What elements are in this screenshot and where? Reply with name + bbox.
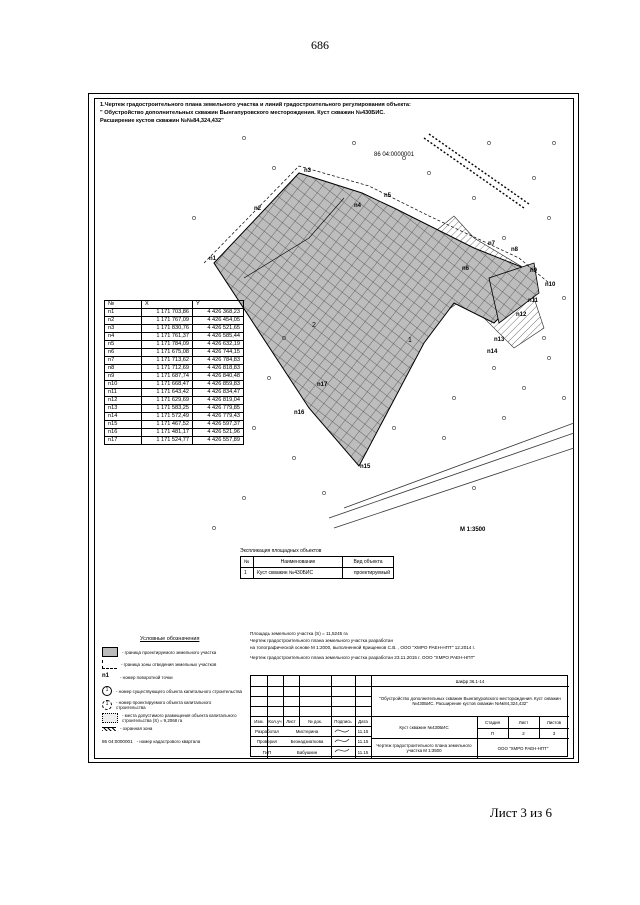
- table-cell: n6: [105, 349, 142, 357]
- point-label: n13: [494, 337, 505, 343]
- legend-text: - граница проектируемого земельного участка: [122, 649, 217, 655]
- table-cell: 1 171 712,69: [142, 365, 193, 373]
- stamp-person: Мистерина: [295, 728, 319, 734]
- table-cell: n15: [105, 421, 142, 429]
- point-label: n4: [354, 203, 362, 209]
- table-row: [105, 349, 244, 357]
- stamp-object-name: Куст скважин №430БИС: [399, 724, 449, 730]
- stamp-role: ГИП: [262, 749, 272, 755]
- signature-mark: [333, 726, 353, 756]
- legend-item: [102, 647, 242, 657]
- table-cell: 1 171 668,47: [142, 381, 193, 389]
- table-row: [105, 317, 244, 325]
- point-label: n17: [317, 382, 328, 388]
- table-cell: 1 171 481,17: [142, 429, 193, 437]
- column-header: №: [105, 301, 142, 309]
- column-header: Наименование: [254, 557, 343, 568]
- stamp-header: Дата: [358, 718, 368, 724]
- table-row: [105, 341, 244, 349]
- table-cell: 4 426 779,85: [193, 405, 244, 413]
- column-header: №: [241, 557, 254, 568]
- table-cell: 1: [241, 568, 254, 579]
- table-cell: 4 426 744,15: [193, 349, 244, 357]
- dashed-line-icon: [102, 660, 117, 669]
- explication-title: Экспликация площадных объектов: [240, 548, 322, 554]
- legend-text: - номер поворотной точки: [120, 674, 173, 680]
- page-number: 686: [311, 38, 329, 52]
- table-header-row: [105, 301, 244, 309]
- table-cell: проектируемый: [343, 568, 394, 579]
- table-cell: 1 171 643,42: [142, 389, 193, 397]
- hatch-line-icon: [102, 727, 116, 731]
- table-row: [105, 389, 244, 397]
- table-cell: n12: [105, 397, 142, 405]
- legend-item: [102, 713, 242, 723]
- point-label: n16: [294, 410, 305, 416]
- note-line: Площадь земельного участка (S) = 11,5245 га: [250, 631, 348, 636]
- stamp-stage-value: П: [490, 730, 495, 736]
- table-cell: 1 171 572,49: [142, 413, 193, 421]
- quarter-sample: 86 04:0000001: [102, 739, 133, 744]
- stamp-header: № док.: [307, 718, 323, 724]
- table-row: [105, 397, 244, 405]
- legend-item: [102, 700, 242, 710]
- table-cell: 1 171 830,76: [142, 325, 193, 333]
- stamp-role: Проверил: [256, 738, 278, 744]
- stamp-stage-value: 2: [522, 730, 525, 736]
- table-cell: 1 171 467,52: [142, 421, 193, 429]
- point-label: n3: [304, 168, 312, 174]
- table-header-row: [241, 557, 394, 568]
- point-label: n11: [528, 298, 539, 304]
- table-cell: 4 426 454,05: [193, 317, 244, 325]
- note-line: на топографической основе М 1:2000, выполненной Крищенков С.В. , ООО "ХМРО РАЕН-НПТ" 12.2014 г.: [250, 645, 476, 651]
- stamp-project-title: "Обустройство дополнительных скважин Вынгапуровского месторождения. Куст скважин №430БИС. Расширение кустов скважин №№84,324,432": [379, 696, 561, 706]
- coordinates-table-body: [105, 309, 244, 445]
- sheet-counter: Лист 3 из 6: [489, 805, 552, 820]
- column-header: Вид объекта: [343, 557, 394, 568]
- table-cell: 4 426 819,04: [193, 397, 244, 405]
- stamp-date: 11.15: [357, 738, 369, 744]
- point-label: n5: [384, 193, 392, 199]
- table-row: [105, 381, 244, 389]
- stamp-drawing-title: Чертеж градостроительного плана земельного участка М 1:3500: [376, 743, 472, 753]
- table-cell: 1 171 703,86: [142, 309, 193, 317]
- table-cell: n1: [105, 309, 142, 317]
- table-row: [105, 325, 244, 333]
- table-row: [105, 365, 244, 373]
- stamp-stage-header: Листов: [546, 719, 562, 725]
- table-cell: 4 426 521,96: [193, 429, 244, 437]
- table-cell: Куст скважин №430БИС: [254, 568, 343, 579]
- point-label: n8: [511, 247, 519, 253]
- table-cell: 4 426 597,37: [193, 421, 244, 429]
- table-row: [105, 373, 244, 381]
- legend-item: [102, 739, 242, 744]
- table-cell: 4 426 834,47: [193, 389, 244, 397]
- table-cell: 4 426 859,83: [193, 381, 244, 389]
- grid-swatch-icon: [102, 647, 118, 657]
- table-row: [105, 405, 244, 413]
- point-label: n7: [488, 241, 496, 247]
- table-row: [105, 357, 244, 365]
- table-cell: 4 426 585,44: [193, 333, 244, 341]
- table-cell: 1 171 761,37: [142, 333, 193, 341]
- table-cell: n3: [105, 325, 142, 333]
- stamp-code: Шифр 36.1-14: [455, 678, 485, 684]
- legend-title: Условные обозначения: [140, 636, 200, 642]
- table-cell: 1 171 583,25: [142, 405, 193, 413]
- stamp-person: Бабушкин: [296, 749, 318, 755]
- point-label: n1: [209, 256, 217, 262]
- parcel-boundary: [214, 173, 534, 466]
- legend-text: - охранная зона: [120, 726, 153, 731]
- table-row: [105, 309, 244, 317]
- table-row: [241, 568, 394, 579]
- table-cell: n17: [105, 437, 142, 445]
- table-cell: 4 426 632,19: [193, 341, 244, 349]
- note-line: Чертеж градостроительного плана земельного участка разработан 23.11.2015 г. ООО "ХМРО РАЕН-НПТ": [250, 654, 476, 660]
- point-label: n6: [462, 266, 470, 272]
- table-row: [105, 429, 244, 437]
- explication-table: [240, 556, 394, 579]
- point-label: n12: [516, 312, 527, 318]
- table-row: [105, 437, 244, 445]
- point-label: n9: [530, 268, 538, 274]
- heading-line-1: 1.Чертеж градостроительного плана земельного участка и линий градостроительного регулирования объекта:: [100, 102, 411, 108]
- legend-text: - места допустимого размещения объекта капитального строительства (S) = 9,2068 га: [122, 713, 237, 723]
- table-cell: 1 171 675,08: [142, 349, 193, 357]
- table-cell: 1 171 687,74: [142, 373, 193, 381]
- point-label: n15: [360, 464, 371, 470]
- zone-label-1: 1: [408, 337, 412, 344]
- circle-number-icon: 1: [102, 686, 112, 696]
- table-cell: 4 426 521,65: [193, 325, 244, 333]
- table-cell: 4 426 818,83: [193, 365, 244, 373]
- stamp-stage-header: Стадия: [485, 719, 500, 725]
- heading-line-3: Расширение кустов скважин №№84,324,432": [100, 118, 224, 124]
- table-cell: n11: [105, 389, 142, 397]
- stamp-date: 11.15: [357, 749, 369, 755]
- stamp-header: Кол.уч: [268, 718, 282, 724]
- table-cell: 4 426 557,89: [193, 437, 244, 445]
- table-cell: n5: [105, 341, 142, 349]
- column-header: X: [142, 301, 193, 309]
- stamp-person: Безнадзиаткова: [290, 738, 324, 744]
- title-block: [250, 675, 568, 757]
- table-cell: n2: [105, 317, 142, 325]
- point-sample: n1: [102, 673, 110, 679]
- stamp-stage-header: Лист: [518, 719, 529, 725]
- coordinates-table: [104, 300, 244, 445]
- table-cell: n16: [105, 429, 142, 437]
- table-cell: n9: [105, 373, 142, 381]
- cadastral-quarter-label: 86 04:0000001: [374, 152, 415, 158]
- table-row: [105, 333, 244, 341]
- table-cell: 4 426 784,83: [193, 357, 244, 365]
- stamp-date: 11.15: [357, 728, 369, 734]
- legend-text: - номер кадастрового квартала: [136, 739, 201, 744]
- point-label: n14: [487, 349, 498, 355]
- stamp-header: Изм.: [254, 718, 264, 724]
- stamp-stage-value: 3: [552, 730, 556, 736]
- legend-item: [102, 660, 242, 669]
- table-cell: n8: [105, 365, 142, 373]
- power-line: [424, 134, 529, 208]
- zone-label-2: 2: [312, 322, 316, 329]
- map-scale: М 1:3500: [460, 527, 486, 533]
- legend-item: [102, 673, 242, 681]
- table-cell: 1 171 524,77: [142, 437, 193, 445]
- note-line: Чертеж градостроительного плана земельного участка разработан: [250, 638, 394, 644]
- table-cell: 1 171 629,69: [142, 397, 193, 405]
- table-cell: 1 171 713,62: [142, 357, 193, 365]
- table-cell: 1 171 767,09: [142, 317, 193, 325]
- table-cell: n4: [105, 333, 142, 341]
- legend-text: - номер проектируемого объекта капитального строительства: [116, 700, 212, 710]
- table-cell: 4 426 368,23: [193, 309, 244, 317]
- table-cell: n10: [105, 381, 142, 389]
- legend-item: [102, 686, 242, 696]
- table-cell: n7: [105, 357, 142, 365]
- heading-line-2: " Обустройство дополнительных скважин Вынгапуровского месторождения. Куст скважин №430БИС.: [100, 110, 385, 116]
- legend-item: [102, 726, 242, 731]
- table-cell: 4 426 779,43: [193, 413, 244, 421]
- table-cell: 4 426 840,48: [193, 373, 244, 381]
- stamp-header: Лист: [286, 718, 296, 724]
- dashed-circle-number-icon: 1: [102, 700, 112, 710]
- column-header: Y: [193, 301, 244, 309]
- table-cell: 1 171 784,09: [142, 341, 193, 349]
- legend-text: - граница зоны отведения земельных участков: [121, 662, 217, 667]
- table-cell: n14: [105, 413, 142, 421]
- stamp-organization: ООО "ХМРО РАЕН-НПТ": [497, 745, 549, 751]
- table-cell: n13: [105, 405, 142, 413]
- table-row: [105, 413, 244, 421]
- point-label: n2: [254, 206, 262, 212]
- drawing-notes: [250, 630, 475, 661]
- point-label: n10: [545, 282, 556, 288]
- stamp-header: Подпись: [334, 718, 352, 724]
- table-row: [105, 421, 244, 429]
- dotted-area-icon: [102, 713, 118, 723]
- stamp-role: Разработал: [255, 728, 279, 734]
- legend-text: - номер существующего объекта капитального строительства: [116, 688, 242, 694]
